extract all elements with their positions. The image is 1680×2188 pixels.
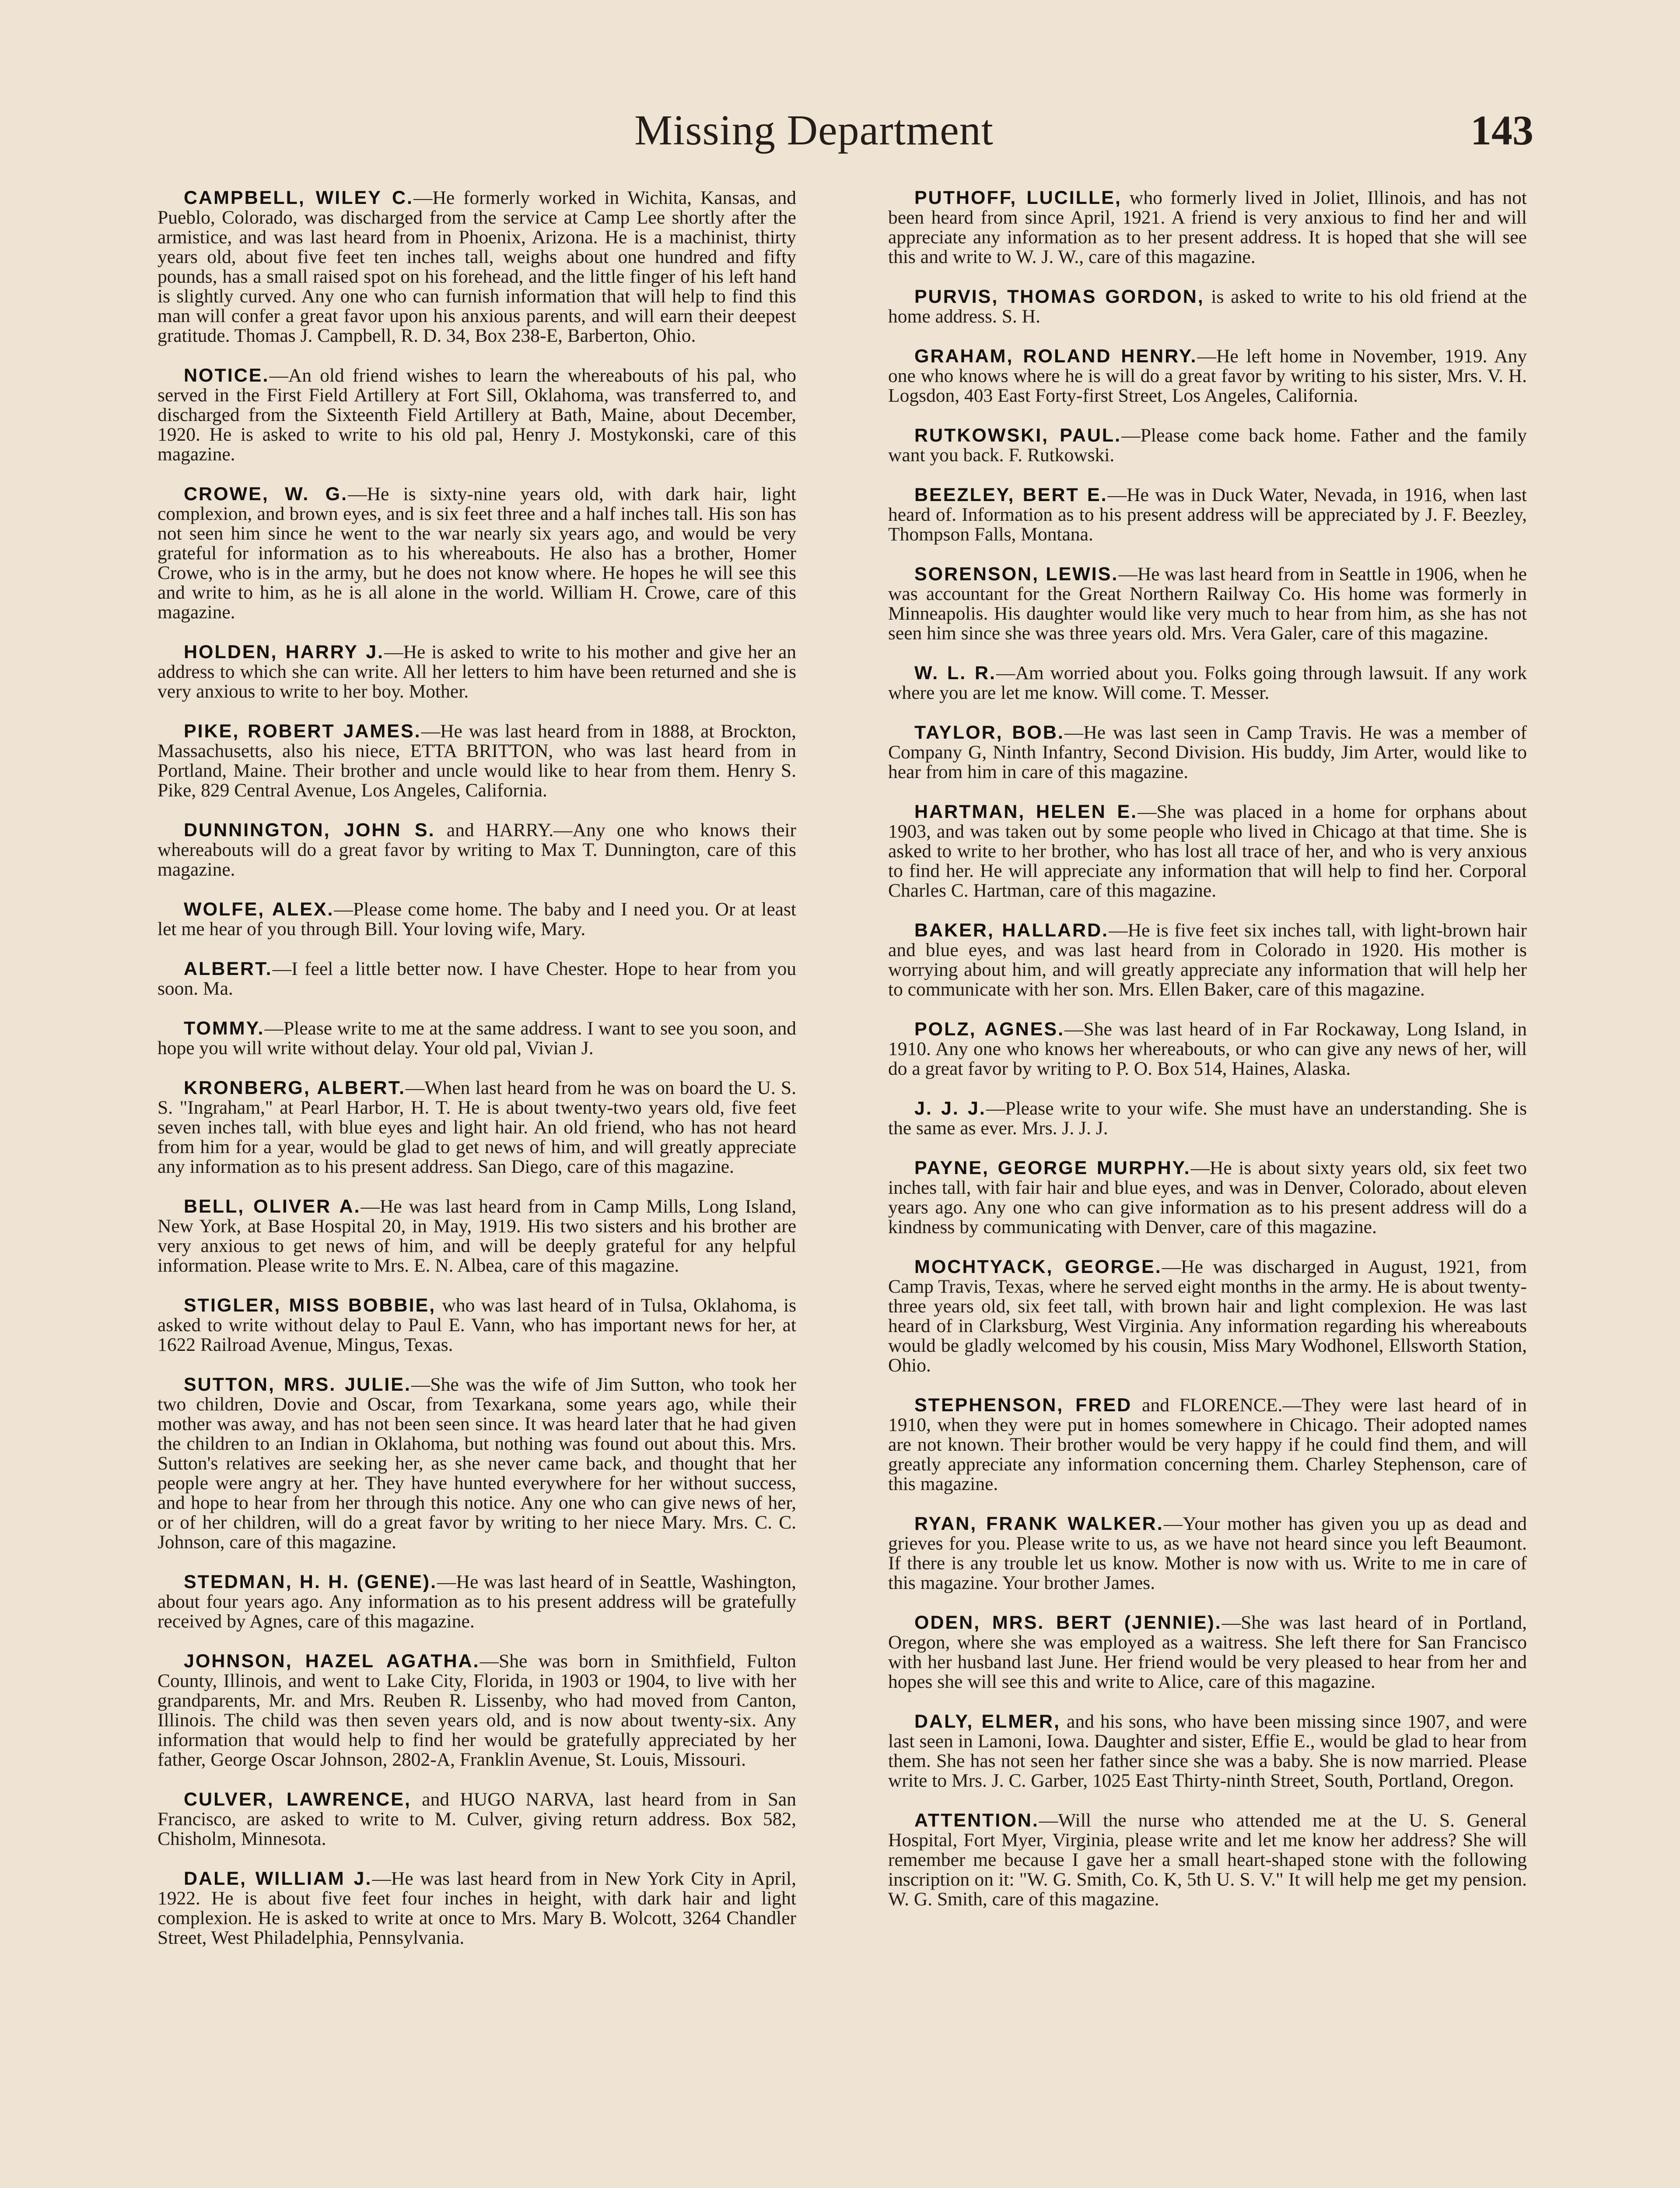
notice-name: PUTHOFF, LUCILLE,	[914, 187, 1122, 208]
notice-entry	[158, 366, 796, 464]
notice-text: and FLORENCE.—They were last heard of in 1910, when they were put in homes somewhere in Chicago. Their adopted names are not known. Their brother would be very happy if he could find them, and will greatly appreciate any information concerning them. Charley Stephenson, care of this magazine.	[888, 1395, 1527, 1494]
notice-text: and HARRY.—Any one who knows their whereabouts will do a great favor by writing to Max T. Dunnington, care of this magazine.	[158, 820, 796, 880]
notice-name: ODEN, MRS. BERT (JENNIE).	[914, 1612, 1222, 1633]
notice-name: TAYLOR, BOB.	[914, 722, 1064, 743]
notice-name: DUNNINGTON, JOHN S.	[184, 820, 435, 841]
notice-entry	[888, 1712, 1527, 1791]
notice-text: —An old friend wishes to learn the whereabouts of his pal, who served in the First Field Artillery at Fort Sill, Oklahoma, was transferred to, and discharged from the Sixteenth Field Artillery at Bath, Maine, about December, 1920. He is asked to write to his old pal, Henry J. Mostykonski, care of this magazine.	[158, 365, 796, 465]
notice-entry	[888, 1020, 1527, 1079]
notice-entry	[158, 1197, 796, 1276]
notice-name: SORENSON, LEWIS.	[914, 564, 1119, 585]
notice-name: STIGLER, MISS BOBBIE,	[184, 1295, 436, 1316]
notice-name: ATTENTION.	[914, 1810, 1039, 1831]
notice-name: ALBERT.	[184, 958, 273, 979]
notice-text: —Please come back home. Father and the family want you back. F. Rutkowski.	[888, 425, 1527, 466]
notice-entry	[888, 802, 1527, 901]
notice-text: —She was the wife of Jim Sutton, who took her two children, Dovie and Oscar, from Texarkana, some years ago, while their mother was away, and has not been seen since. It was heard later that he had given the children to an Indian in Oklahoma, but nothing was found out about this. Mrs. Sutton's relatives are seeking her, as she never came back, and thought that her people were angry at her. They have hunted everywhere for her without success, and hope to hear from her through this notice. Any one who can give news of her, or of her children, will do a great favor by writing to her niece Mary. Mrs. C. C. Johnson, care of this magazine.	[158, 1374, 796, 1553]
notice-text: who formerly lived in Joliet, Illinois, and has not been heard from since April, 1921. A friend is very anxious to find her and will appreciate any information as to her present address. It is hoped that she will see this and write to W. J. W., care of this magazine.	[888, 187, 1527, 267]
notice-name: STEPHENSON, FRED	[914, 1395, 1132, 1416]
notice-entry	[158, 820, 796, 880]
notice-entry	[888, 1396, 1527, 1494]
notice-name: BEEZLEY, BERT E.	[914, 484, 1108, 505]
notice-text: —She was last heard of in Portland, Oregon, where she was employed as a waitress. She left there for San Francisco with her husband last June. Her friend would be very pleased to hear from her and hopes she will see this and write to Alice, care of this magazine.	[888, 1612, 1527, 1692]
notice-text: —He was last heard of in Seattle, Washington, about four years ago. Any information as to his present address will be gratefully received by Agnes, care of this magazine.	[158, 1571, 796, 1632]
notice-name: MOCHTYACK, GEORGE.	[914, 1256, 1162, 1277]
notice-entry	[158, 1652, 796, 1770]
notice-name: NOTICE.	[184, 365, 270, 386]
notice-name: SUTTON, MRS. JULIE.	[184, 1374, 411, 1395]
notice-text: —She was born in Smithfield, Fulton County, Illinois, and went to Lake City, Florida, in 1903 or 1904, to live with her grandparents, Mr. and Mrs. Reuben R. Lissenby, who had moved from Canton, Illinois. The child was then seven years old, and is now about twenty-six. Any information that would help to find her would be gratefully appreciated by her father, George Oscar Johnson, 2802-A, Franklin Avenue, St. Louis, Missouri.	[158, 1651, 796, 1770]
notice-text: —He was last heard from in New York City in April, 1922. He is about five feet four inches in height, with dark hair and light complexion. He is asked to write at once to Mrs. Mary B. Wolcott, 3264 Chandler Street, West Philadelphia, Pennsylvania.	[158, 1868, 796, 1948]
notice-name: DALY, ELMER,	[914, 1711, 1060, 1732]
notice-entry	[158, 1869, 796, 1948]
notice-entry	[158, 1790, 796, 1849]
notice-entry	[888, 1099, 1527, 1138]
notice-text: —Your mother has given you up as dead and grieves for you. Please write to us, as we have not heard since you left Beaumont. If there is any trouble let us know. Mother is now with us. Write to me in care of this magazine. Your brother James.	[888, 1513, 1527, 1593]
notice-entry	[888, 287, 1527, 326]
notice-text: —Please write to me at the same address. I want to see you soon, and hope you will write without delay. Your old pal, Vivian J.	[158, 1018, 796, 1059]
section-title: Missing Department	[634, 107, 994, 154]
notice-text: —She was last heard of in Far Rockaway, Long Island, in 1910. Any one who knows her whereabouts, or who can give any news of her, will do a great favor by writing to P. O. Box 514, Haines, Alaska.	[888, 1019, 1527, 1079]
notice-entry	[888, 1811, 1527, 1909]
notice-entry	[158, 1019, 796, 1058]
notice-name: GRAHAM, ROLAND HENRY.	[914, 346, 1197, 367]
notice-name: PURVIS, THOMAS GORDON,	[914, 286, 1204, 307]
notice-entry	[888, 1257, 1527, 1375]
notice-name: WOLFE, ALEX.	[184, 899, 334, 920]
notice-text: —He formerly worked in Wichita, Kansas, and Pueblo, Colorado, was discharged from the service at Camp Lee shortly after the armistice, and was last heard from in Phoenix, Arizona. He is a machinist, thirty years old, about five feet ten inches tall, weighs about one hundred and fifty pounds, has a small raised spot on his forehead, and the little finger of his left hand is slightly curved. Any one who can furnish information that will help to find this man will confer a great favor upon his anxious parents, and will earn their deepest gratitude. Thomas J. Campbell, R. D. 34, Box 238-E, Barberton, Ohio.	[158, 187, 796, 346]
notice-entry	[888, 663, 1527, 703]
notice-text: —He left home in November, 1919. Any one who knows where he is will do a great favor by writing to his sister, Mrs. V. H. Logsdon, 403 East Forty-first Street, Los Angeles, California.	[888, 346, 1527, 406]
notice-entry	[888, 723, 1527, 782]
notice-entry	[158, 1296, 796, 1355]
notice-name: HARTMAN, HELEN E.	[914, 801, 1138, 822]
notice-name: JOHNSON, HAZEL AGATHA.	[184, 1651, 480, 1672]
notice-entry	[888, 921, 1527, 999]
page-header	[0, 100, 1680, 161]
notice-entry	[888, 426, 1527, 465]
notice-text: —He was last seen in Camp Travis. He was a member of Company G, Ninth Infantry, Second Division. His buddy, Jim Arter, would like to hear from him in care of this magazine.	[888, 722, 1527, 782]
notice-name: KRONBERG, ALBERT.	[184, 1077, 406, 1098]
notice-text: and HUGO NARVA, last heard from in San Francisco, are asked to write to M. Culver, giving return address. Box 582, Chisholm, Minnesota.	[158, 1789, 796, 1849]
notice-entry	[158, 959, 796, 999]
notice-entry	[158, 188, 796, 346]
page-number: 143	[1470, 107, 1533, 154]
notice-text: —Will the nurse who attended me at the U. S. General Hospital, Fort Myer, Virginia, please write and let me know her address? She will remember me because I gave her a small heart-shaped stone with the following inscription on it: "W. G. Smith, Co. K, 5th U. S. V." It will help me get my pension. W. G. Smith, care of this magazine.	[888, 1810, 1527, 1910]
notice-entry	[888, 1613, 1527, 1692]
left-column	[158, 188, 796, 1968]
notice-name: TOMMY.	[184, 1018, 265, 1039]
notice-name: BAKER, HALLARD.	[914, 920, 1109, 941]
notice-entry	[888, 565, 1527, 643]
notice-name: CULVER, LAWRENCE,	[184, 1789, 411, 1810]
notice-name: HOLDEN, HARRY J.	[184, 642, 385, 663]
notice-entry	[158, 1572, 796, 1631]
notice-entry	[158, 722, 796, 800]
notice-text: —He was last heard from in Camp Mills, Long Island, New York, at Base Hospital 20, in May, 1919. His two sisters and his brother are very anxious to get news of him, and will be deeply grateful for any helpful information. Please write to Mrs. E. N. Albea, care of this magazine.	[158, 1196, 796, 1276]
notice-text: —Please come home. The baby and I need you. Or at least let me hear of you through Bill. Your loving wife, Mary.	[158, 899, 796, 940]
notice-name: CROWE, W. G.	[184, 484, 348, 505]
notice-text: and his sons, who have been missing since 1907, and were last seen in Lamoni, Iowa. Daughter and sister, Effie E., would be glad to hear from them. She has not seen her father since she was a baby. She is now married. Please write to Mrs. J. C. Garber, 1025 East Thirty-ninth Street, South, Portland, Oregon.	[888, 1711, 1527, 1791]
notice-name: RUTKOWSKI, PAUL.	[914, 425, 1122, 446]
notice-name: J. J. J.	[914, 1098, 986, 1119]
notice-name: W. L. R.	[914, 663, 996, 684]
notice-entry	[158, 1375, 796, 1552]
notice-entry	[158, 900, 796, 939]
notice-entry	[158, 642, 796, 701]
notice-text: is asked to write to his old friend at the home address. S. H.	[888, 286, 1527, 327]
notice-text: —He was last heard from in 1888, at Brockton, Massachusetts, also his niece, ETTA BRITTON, who was last heard from in Portland, Maine. Their brother and uncle would like to hear from them. Henry S. Pike, 829 Central Avenue, Los Angeles, California.	[158, 721, 796, 801]
notice-entry	[888, 1514, 1527, 1593]
notice-text: —I feel a little better now. I have Chester. Hope to hear from you soon. Ma.	[158, 958, 796, 999]
notice-entry	[158, 484, 796, 622]
notice-text: —He is sixty-nine years old, with dark hair, light complexion, and brown eyes, and is six feet three and a half inches tall. His son has not seen him since he went to the war nearly six years ago, and would be very grateful for information as to his whereabouts. He also has a brother, Homer Crowe, who is in the army, but he does not know where. He hopes he will see this and write to him, as he is all alone in the world. William H. Crowe, care of this magazine.	[158, 484, 797, 623]
notice-text: —When last heard from he was on board the U. S. S. "Ingraham," at Pearl Harbor, H. T. He is about twenty-two years old, five feet seven inches tall, with blue eyes and light hair. An old friend, who has not heard from him for a year, would be glad to get news of him, and will greatly appreciate any information as to his present address. San Diego, care of this magazine.	[158, 1077, 796, 1177]
notice-text: —He is five feet six inches tall, with light-brown hair and blue eyes, and was last heard from in Colorado in 1920. His mother is worrying about him, and will greatly appreciate any information that will help her to communicate with her son. Mrs. Ellen Baker, care of this magazine.	[888, 920, 1527, 1000]
notice-name: RYAN, FRANK WALKER.	[914, 1513, 1164, 1534]
notice-entry	[888, 1158, 1527, 1237]
notice-text: —She was placed in a home for orphans about 1903, and was taken out by some people who lived in Chicago at that time. She is asked to write to her brother, who has lost all trace of her, and who is very anxious to find her. He will appreciate any information that will help to find her. Corporal Charles C. Hartman, care of this magazine.	[888, 801, 1527, 901]
notice-text: —He was in Duck Water, Nevada, in 1916, when last heard of. Information as to his present address will be appreciated by J. F. Beezley, Thompson Falls, Montana.	[888, 484, 1527, 545]
right-column	[888, 188, 1527, 1929]
notice-entry	[888, 347, 1527, 406]
notice-text: —He is about sixty years old, six feet two inches tall, with fair hair and blue eyes, and was in Denver, Colorado, about eleven years ago. Any one who can give information as to his present address will do a kindness by communicating with Denver, care of this magazine.	[888, 1157, 1527, 1238]
notice-name: DALE, WILLIAM J.	[184, 1868, 372, 1889]
notice-name: CAMPBELL, WILEY C.	[184, 187, 413, 208]
notice-entry	[888, 188, 1527, 267]
notice-text: —He is asked to write to his mother and give her an address to which she can write. All her letters to him have been returned and she is very anxious to write to her boy. Mother.	[158, 642, 797, 702]
notice-text: who was last heard of in Tulsa, Oklahoma, is asked to write without delay to Paul E. Vann, who has important news for her, at 1622 Railroad Avenue, Mingus, Texas.	[158, 1295, 797, 1355]
notice-name: BELL, OLIVER A.	[184, 1196, 361, 1217]
notice-name: STEDMAN, H. H. (GENE).	[184, 1571, 438, 1592]
notice-name: POLZ, AGNES.	[914, 1019, 1065, 1040]
notice-entry	[158, 1078, 796, 1177]
notice-name: PIKE, ROBERT JAMES.	[184, 721, 421, 742]
notice-text: —Am worried about you. Folks going through lawsuit. If any work where you are let me know. Will come. T. Messer.	[888, 663, 1527, 703]
notice-text: —Please write to your wife. She must have an understanding. She is the same as ever. Mrs. J. J. J.	[888, 1098, 1527, 1139]
notice-entry	[888, 485, 1527, 544]
notice-text: —He was last heard from in Seattle in 1906, when he was accountant for the Great Northern Railway Co. His home was formerly in Minneapolis. His daughter would like very much to hear from him, as she has not seen him since she was three years old. Mrs. Vera Galer, care of this magazine.	[888, 564, 1527, 644]
notice-name: PAYNE, GEORGE MURPHY.	[914, 1157, 1191, 1178]
notice-text: —He was discharged in August, 1921, from Camp Travis, Texas, where he served eight months in the army. He is about twenty-three years old, six feet tall, with brown hair and light complexion. He was last heard of in Clarksburg, West Virginia. Any information regarding his whereabouts would be gladly welcomed by his cousin, Miss Mary Wodhonel, Ellsworth Station, Ohio.	[888, 1256, 1527, 1376]
